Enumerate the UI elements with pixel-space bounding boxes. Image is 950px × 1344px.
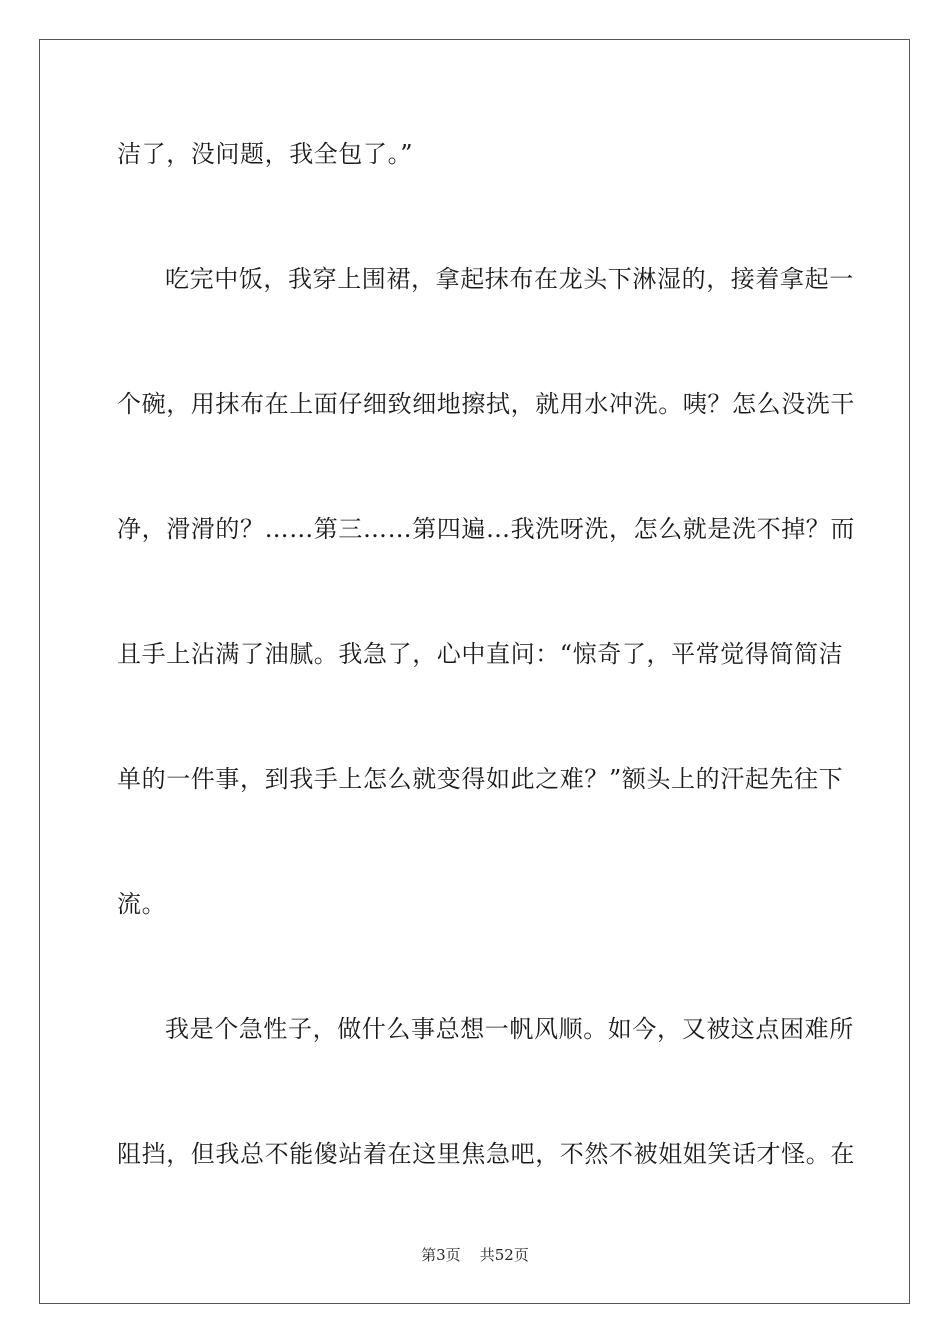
text-line: 单的一件事，到我手上怎么就变得如此之难？”额头上的汗起先往下 xyxy=(117,765,844,793)
page-footer xyxy=(0,1245,950,1265)
document-body xyxy=(117,130,855,1179)
text-line: 个碗，用抹布在上面仔细致细地擦拭，就用水冲洗。咦？怎么没洗干 xyxy=(117,390,855,418)
text-line: 流。 xyxy=(117,890,167,918)
text-line: 净，滑滑的？……第三……第四遍…我洗呀洗，怎么就是洗不掉？而 xyxy=(117,515,855,543)
page-number: 第3页 xyxy=(421,1246,461,1264)
text-line: 洁了，没问题，我全包了。” xyxy=(117,140,414,168)
page-total: 共52页 xyxy=(479,1246,529,1264)
text-line: 阻挡，但我总不能傻站着在这里焦急吧，不然不被姐姐笑话才怪。在 xyxy=(117,1140,855,1168)
text-line: 我是个急性子，做什么事总想一帆风顺。如今，又被这点困难所 xyxy=(165,1015,854,1043)
text-line: 且手上沾满了油腻。我急了，心中直问：“惊奇了，平常觉得简简洁 xyxy=(117,640,844,668)
text-line: 吃完中饭，我穿上围裙，拿起抹布在龙头下淋湿的，接着拿起一 xyxy=(165,265,854,293)
